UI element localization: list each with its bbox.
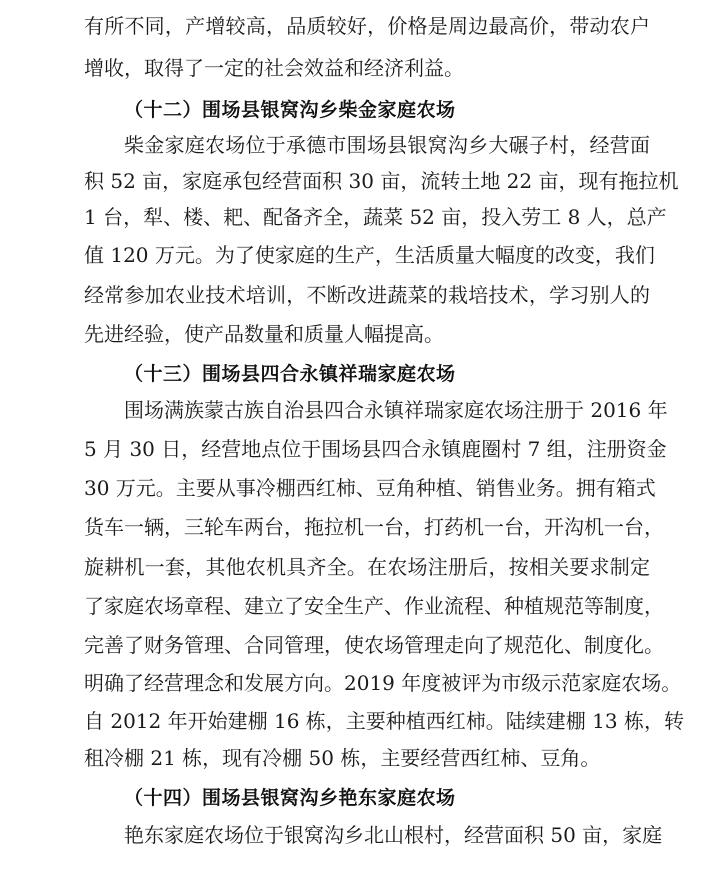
- paragraph-line: 积 52 亩，家庭承包经营面积 30 亩，流转土地 22 亩，现有拖拉机: [84, 169, 679, 193]
- paragraph-line: 经常参加农业技术培训，不断改进蔬菜的栽培技术，学习别人的: [84, 283, 650, 307]
- paragraph-line: 完善了财务管理、合同管理，使农场管理走向了规范化、制度化。: [84, 633, 664, 657]
- section-heading-14: （十四）围场县银窝沟乡艳东家庭农场: [124, 787, 456, 809]
- paragraph-line: 货车一辆，三轮车两台，拖拉机一台，打药机一台，开沟机一台，: [84, 515, 664, 539]
- paragraph-line: 有所不同，产增较高，品质较好，价格是周边最高价，带动农户: [84, 14, 650, 38]
- section-heading-13: （十三）围场县四合永镇祥瑞家庭农场: [124, 363, 456, 385]
- paragraph-line: 5 月 30 日，经营地点位于围场县四合永镇鹿圈村 7 组，注册资金: [84, 437, 667, 461]
- paragraph-line: 明确了经营理念和发展方向。2019 年度被评为市级示范家庭农场。: [84, 671, 682, 695]
- paragraph-line: 1 台，犁、楼、耙、配备齐全，蔬菜 52 亩，投入劳工 8 人，总产: [84, 205, 667, 229]
- paragraph-line: 柴金家庭农场位于承德市围场县银窝沟乡大碾子村，经营面: [124, 133, 650, 157]
- paragraph-line: 先进经验，使产品数量和质量人幅提高。: [84, 322, 444, 346]
- paragraph-line: 了家庭农场章程、建立了安全生产、作业流程、种植规范等制度，: [84, 594, 664, 618]
- paragraph-line: 值 120 万元。为了使家庭的生产，生活质量大幅度的改变，我们: [84, 243, 655, 267]
- paragraph-line: 艳东家庭农场位于银窝沟乡北山根村，经营面积 50 亩，家庭: [124, 823, 663, 847]
- paragraph-line: 旋耕机一套，其他农机具齐全。在农场注册后，按相关要求制定: [84, 555, 650, 579]
- paragraph-line: 自 2012 年开始建棚 16 栋，主要种植西红柿。陆续建棚 13 栋，转: [84, 709, 684, 733]
- paragraph-line: 租冷棚 21 栋，现有冷棚 50 栋，主要经营西红柿、豆角。: [84, 746, 601, 770]
- paragraph-line: 围场满族蒙古族自治县四合永镇祥瑞家庭农场注册于 2016 年: [124, 398, 668, 422]
- paragraph-line: 增收，取得了一定的社会效益和经济利益。: [84, 56, 464, 80]
- paragraph-line: 30 万元。主要从事冷棚西红柿、豆角种植、销售业务。拥有箱式: [84, 476, 656, 500]
- section-heading-12: （十二）围场县银窝沟乡柴金家庭农场: [124, 99, 456, 121]
